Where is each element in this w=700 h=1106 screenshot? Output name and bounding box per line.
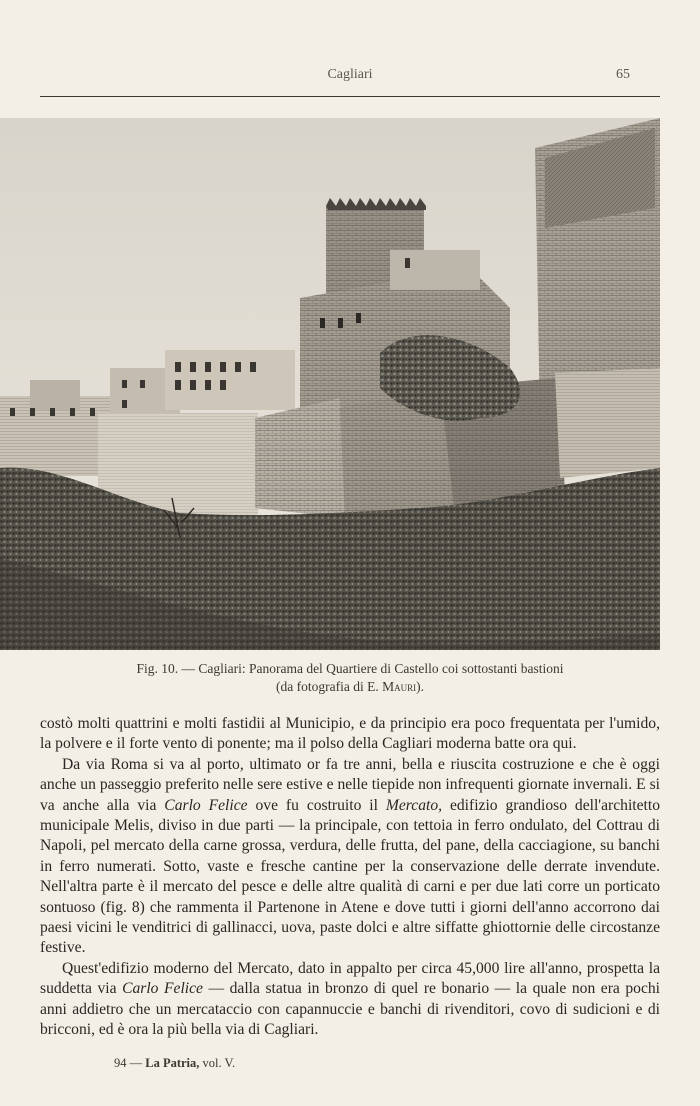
paragraph-2: Da via Roma si va al porto, ultimato or fa tre anni, bella e riuscita costruzione e che è oggi anche un passeggio preferito nelle sere estive e nelle tiepide non infrequenti giornate invernali. E si va anche alla via Carlo Felice ove fu costruito il Mercato, edifizio grandioso dell'architetto municipale Melis, diviso in due parti — la principale, con tettoia in ferro ondulato, del Cottrau di Napoli, pel mercato della carne grossa, verdura, delle frutta, del pane, della cacciagione, su banchi in ferro numerati. Sotto, vaste e fresche cantine per la conservazione delle derrate invendute. Nell'altra parte è il mercato del pesce e delle altre qualità di carni e per due lati corre un porticato sontuoso (fig. 8) che rammenta il Partenone in Atene e dove tutti i giorni dell'anno accorrono dai paesi vicini le venditrici di gallinacci, uova, paste dolci e altre siffatte ghiottornie delle circostanze festive.: [40, 755, 660, 957]
body-text: [40, 714, 660, 1041]
footer-signature: 94 — La Patria, vol. V.: [114, 1056, 236, 1070]
publication-name: La Patria,: [145, 1056, 200, 1070]
running-head: [40, 64, 660, 86]
figure-caption: [40, 660, 660, 696]
paragraph-1: costò molti quattrini e molti fastidii al Municipio, e da principio era poco frequentata per l'umido, la polvere e il forte vento di ponente; ma il polso della Cagliari moderna batte ora qui.: [40, 715, 660, 753]
mercato-term: Mercato,: [385, 796, 443, 814]
page-number: 65: [616, 67, 630, 82]
header-rule: [40, 96, 660, 97]
photographer-name: Mauri: [382, 679, 417, 694]
caption-line-2: (da fotografia di E. Mauri).: [276, 679, 424, 694]
engraving-castello: [0, 118, 660, 650]
caption-line-1: Fig. 10. — Cagliari: Panorama del Quartiere di Castello coi sottostanti bastioni: [136, 661, 564, 676]
street-name: Carlo Felice: [164, 796, 248, 814]
running-title: Cagliari: [327, 67, 373, 82]
paragraph-3: Quest'edifizio moderno del Mercato, dato in appalto per circa 45,000 lire all'anno, prospetta la suddetta via Carlo Felice — dalla statua in bronzo di quel re bonario — la quale non era pochi anni addietro che un mercataccio con capannuccie e banchi di rivenditori, covo di sudicioni e di bricconi, ed è ora la più bella via di Cagliari.: [40, 959, 660, 1039]
street-name-2: Carlo Felice: [122, 980, 203, 998]
